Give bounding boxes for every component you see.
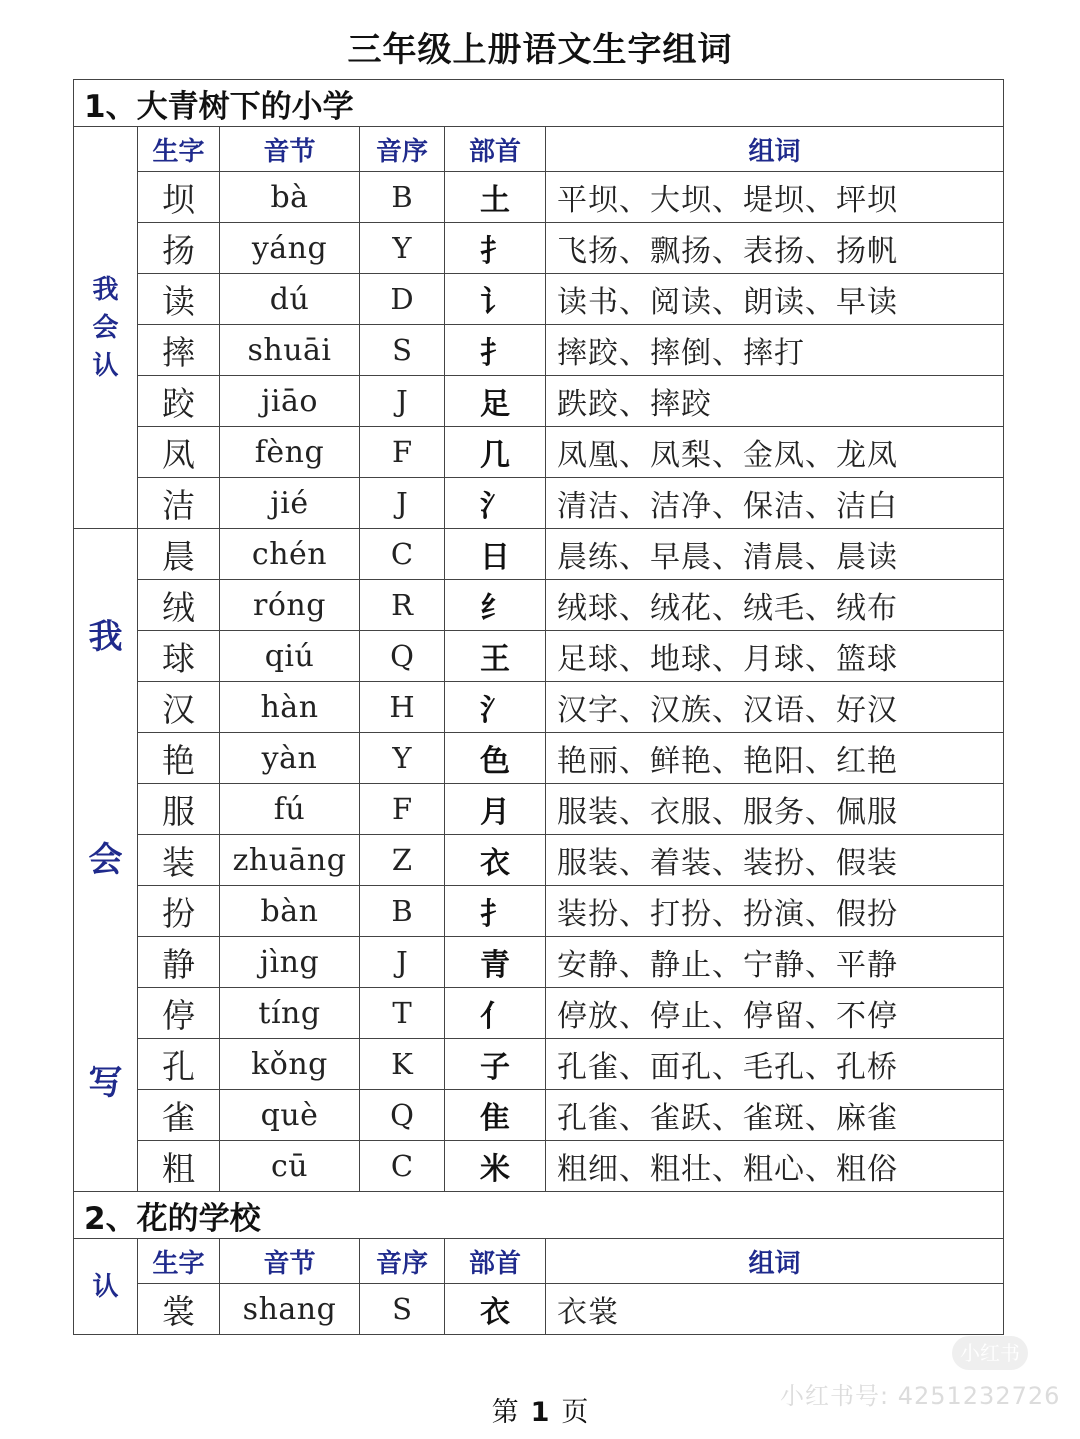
char-cell: 停 (138, 988, 220, 1039)
radical-cell: 讠 (445, 274, 546, 325)
char-cell: 跤 (138, 376, 220, 427)
watermark-text: 小红书号: 4251232726 (780, 1382, 1061, 1410)
pinyin-cell: fú (220, 784, 360, 835)
table-row (74, 835, 1004, 886)
column-header-char: 生字 (138, 127, 220, 172)
watermark-badge: 小红书 (952, 1336, 1028, 1370)
pinyin-cell: shang (220, 1284, 360, 1335)
char-cell: 读 (138, 274, 220, 325)
table-row (74, 784, 1004, 835)
lesson-2-header-row (74, 1239, 1004, 1284)
pinyin-cell: tíng (220, 988, 360, 1039)
char-cell: 坝 (138, 172, 220, 223)
pinyin-cell: kǒng (220, 1039, 360, 1090)
pinyin-cell: róng (220, 580, 360, 631)
radical-cell: 子 (445, 1039, 546, 1090)
radical-cell: 扌 (445, 886, 546, 937)
table-row (74, 529, 1004, 580)
group-label-char: 认 (92, 350, 119, 381)
group-label-char: 会 (92, 312, 119, 343)
radical-cell: 纟 (445, 580, 546, 631)
words-cell: 摔跤、摔倒、摔打 (546, 325, 1004, 376)
letter-cell: K (360, 1039, 445, 1090)
group-label-char: 写 (88, 1063, 123, 1103)
letter-cell: J (360, 937, 445, 988)
words-cell: 飞扬、飘扬、表扬、扬帆 (546, 223, 1004, 274)
radical-cell: 几 (445, 427, 546, 478)
group-label-char: 我 (88, 617, 123, 657)
vocabulary-table (73, 79, 1004, 1335)
words-cell: 衣裳 (546, 1284, 1004, 1335)
lesson-1-title-row (74, 80, 1004, 127)
letter-cell: R (360, 580, 445, 631)
radical-cell: 扌 (445, 223, 546, 274)
words-cell: 凤凰、凤梨、金凤、龙凤 (546, 427, 1004, 478)
page-footer-prefix: 第 (491, 1397, 519, 1428)
radical-cell: 衣 (445, 1284, 546, 1335)
letter-cell: Q (360, 1090, 445, 1141)
words-cell: 绒球、绒花、绒毛、绒布 (546, 580, 1004, 631)
radical-cell: 青 (445, 937, 546, 988)
pinyin-cell: fèng (220, 427, 360, 478)
column-header-radical: 部首 (445, 127, 546, 172)
group-label-char: 我 (92, 274, 119, 305)
char-cell: 球 (138, 631, 220, 682)
char-cell: 凤 (138, 427, 220, 478)
page-number: 1 (530, 1397, 550, 1428)
letter-cell: S (360, 325, 445, 376)
group-label-recognize-2: 认 (74, 1239, 138, 1335)
table-row (74, 631, 1004, 682)
char-cell: 洁 (138, 478, 220, 529)
radical-cell: 日 (445, 529, 546, 580)
table-row (74, 427, 1004, 478)
pinyin-cell: zhuāng (220, 835, 360, 886)
table-row (74, 580, 1004, 631)
words-cell: 服装、衣服、服务、佩服 (546, 784, 1004, 835)
letter-cell: J (360, 478, 445, 529)
char-cell: 裳 (138, 1284, 220, 1335)
lesson-1-title: 1、大青树下的小学 (74, 80, 1004, 127)
letter-cell: C (360, 1141, 445, 1192)
radical-cell: 衣 (445, 835, 546, 886)
document-title: 三年级上册语文生字组词 (347, 30, 733, 70)
words-cell: 艳丽、鲜艳、艳阳、红艳 (546, 733, 1004, 784)
words-cell: 装扮、打扮、扮演、假扮 (546, 886, 1004, 937)
column-header-letter: 音序 (360, 127, 445, 172)
letter-cell: Y (360, 733, 445, 784)
words-cell: 足球、地球、月球、篮球 (546, 631, 1004, 682)
pinyin-cell: jìng (220, 937, 360, 988)
char-cell: 静 (138, 937, 220, 988)
column-header-letter: 音序 (360, 1239, 445, 1284)
char-cell: 汉 (138, 682, 220, 733)
words-cell: 读书、阅读、朗读、早读 (546, 274, 1004, 325)
words-cell: 停放、停止、停留、不停 (546, 988, 1004, 1039)
words-cell: 晨练、早晨、清晨、晨读 (546, 529, 1004, 580)
radical-cell: 色 (445, 733, 546, 784)
char-cell: 艳 (138, 733, 220, 784)
char-cell: 扬 (138, 223, 220, 274)
pinyin-cell: bà (220, 172, 360, 223)
lesson-2-title: 2、花的学校 (74, 1192, 1004, 1239)
table-row (74, 682, 1004, 733)
pinyin-cell: hàn (220, 682, 360, 733)
words-cell: 安静、静止、宁静、平静 (546, 937, 1004, 988)
letter-cell: J (360, 376, 445, 427)
words-cell: 服装、着装、装扮、假装 (546, 835, 1004, 886)
table-row (74, 376, 1004, 427)
table-row (74, 1284, 1004, 1335)
words-cell: 孔雀、雀跃、雀斑、麻雀 (546, 1090, 1004, 1141)
char-cell: 绒 (138, 580, 220, 631)
lesson-2-title-row (74, 1192, 1004, 1239)
letter-cell: B (360, 886, 445, 937)
pinyin-cell: yáng (220, 223, 360, 274)
letter-cell: Q (360, 631, 445, 682)
radical-cell: 亻 (445, 988, 546, 1039)
page-footer-suffix: 页 (561, 1397, 589, 1428)
table-row (74, 172, 1004, 223)
pinyin-cell: jié (220, 478, 360, 529)
words-cell: 清洁、洁净、保洁、洁白 (546, 478, 1004, 529)
letter-cell: C (360, 529, 445, 580)
letter-cell: F (360, 427, 445, 478)
lesson-1-header-row (74, 127, 1004, 172)
char-cell: 雀 (138, 1090, 220, 1141)
words-cell: 孔雀、面孔、毛孔、孔桥 (546, 1039, 1004, 1090)
group-label-recognize (74, 127, 138, 529)
table-row (74, 223, 1004, 274)
char-cell: 扮 (138, 886, 220, 937)
pinyin-cell: cū (220, 1141, 360, 1192)
table-row (74, 733, 1004, 784)
table-row (74, 988, 1004, 1039)
group-label-write (74, 529, 138, 1192)
radical-cell: 月 (445, 784, 546, 835)
letter-cell: H (360, 682, 445, 733)
letter-cell: Y (360, 223, 445, 274)
table-row (74, 325, 1004, 376)
pinyin-cell: dú (220, 274, 360, 325)
table-row (74, 1090, 1004, 1141)
char-cell: 晨 (138, 529, 220, 580)
char-cell: 装 (138, 835, 220, 886)
pinyin-cell: què (220, 1090, 360, 1141)
letter-cell: F (360, 784, 445, 835)
letter-cell: B (360, 172, 445, 223)
pinyin-cell: bàn (220, 886, 360, 937)
char-cell: 服 (138, 784, 220, 835)
radical-cell: 王 (445, 631, 546, 682)
words-cell: 粗细、粗壮、粗心、粗俗 (546, 1141, 1004, 1192)
letter-cell: Z (360, 835, 445, 886)
column-header-words: 组词 (546, 127, 1004, 172)
table-row (74, 274, 1004, 325)
letter-cell: S (360, 1284, 445, 1335)
radical-cell: 扌 (445, 325, 546, 376)
column-header-pinyin: 音节 (220, 127, 360, 172)
column-header-pinyin: 音节 (220, 1239, 360, 1284)
table-row (74, 937, 1004, 988)
char-cell: 孔 (138, 1039, 220, 1090)
radical-cell: 氵 (445, 478, 546, 529)
radical-cell: 氵 (445, 682, 546, 733)
letter-cell: D (360, 274, 445, 325)
pinyin-cell: yàn (220, 733, 360, 784)
group-label-char: 会 (88, 840, 123, 880)
table-row (74, 1039, 1004, 1090)
pinyin-cell: shuāi (220, 325, 360, 376)
char-cell: 粗 (138, 1141, 220, 1192)
column-header-radical: 部首 (445, 1239, 546, 1284)
column-header-words: 组词 (546, 1239, 1004, 1284)
table-row (74, 478, 1004, 529)
radical-cell: 足 (445, 376, 546, 427)
column-header-char: 生字 (138, 1239, 220, 1284)
pinyin-cell: jiāo (220, 376, 360, 427)
words-cell: 平坝、大坝、堤坝、坪坝 (546, 172, 1004, 223)
pinyin-cell: qiú (220, 631, 360, 682)
radical-cell: 隹 (445, 1090, 546, 1141)
table-row (74, 886, 1004, 937)
table-row (74, 1141, 1004, 1192)
words-cell: 跌跤、摔跤 (546, 376, 1004, 427)
letter-cell: T (360, 988, 445, 1039)
pinyin-cell: chén (220, 529, 360, 580)
words-cell: 汉字、汉族、汉语、好汉 (546, 682, 1004, 733)
char-cell: 摔 (138, 325, 220, 376)
radical-cell: 米 (445, 1141, 546, 1192)
radical-cell: 土 (445, 172, 546, 223)
